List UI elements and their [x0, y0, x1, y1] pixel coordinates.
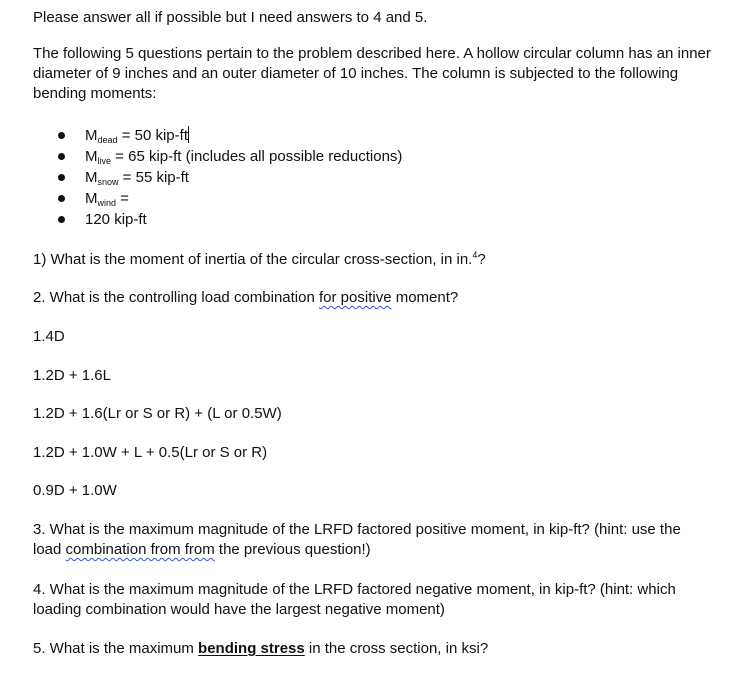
moment-dead: $M_{dead} = 50$ kip-ft: [55, 125, 402, 146]
bullet-dot-icon: [58, 195, 65, 202]
question-1: 1) What is the moment of inertia of the circular cross-section, in in.$^4$?: [33, 250, 486, 268]
bullet-dot-icon: [58, 174, 65, 181]
moment-wind-value: 120 kip-ft: [55, 209, 402, 230]
question-3: 3. What is the maximum magnitude of the LRFD factored positive moment, in kip-ft? (hint: use the load combination from from the previous question!): [33, 521, 681, 558]
combo-option: 1.4D: [33, 328, 65, 345]
moment-list: [55, 125, 402, 230]
bullet-dot-icon: [58, 153, 65, 160]
combo-option: 1.2D + 1.0W + L + 0.5(Lr or S or R): [33, 444, 268, 461]
combo-option: 1.2D + 1.6(Lr or S or R) + (L or 0.5W): [33, 405, 282, 422]
question-5: 5. What is the maximum bending stress in the cross section, in ksi?: [33, 640, 489, 657]
moment-snow: $M_{snow} = 55$ kip-ft: [55, 167, 402, 188]
question-4: 4. What is the maximum magnitude of the LRFD factored negative moment, in kip-ft? (hint: which loading combination would have the largest negative moment): [33, 581, 676, 618]
moment-wind: $M_{wind}$ =: [55, 188, 402, 209]
intro-text: Please answer all if possible but I need answers to 4 and 5.: [33, 9, 428, 26]
question-2: 2. What is the controlling load combination for positive moment?: [33, 289, 459, 306]
combo-option: 0.9D + 1.0W: [33, 482, 117, 499]
bullet-dot-icon: [58, 216, 65, 223]
text-cursor-icon: [188, 126, 189, 143]
bullet-dot-icon: [58, 132, 65, 139]
moment-live: $M_{live} = 65$ kip-ft (includes all possible reductions): [55, 146, 402, 167]
combo-option: 1.2D + 1.6L: [33, 367, 111, 384]
problem-description: The following 5 questions pertain to the problem described here. A hollow circular column has an inner diameter of 9 inches and an outer diameter of 10 inches. The column is subjected to the following bending moments:: [33, 45, 711, 102]
